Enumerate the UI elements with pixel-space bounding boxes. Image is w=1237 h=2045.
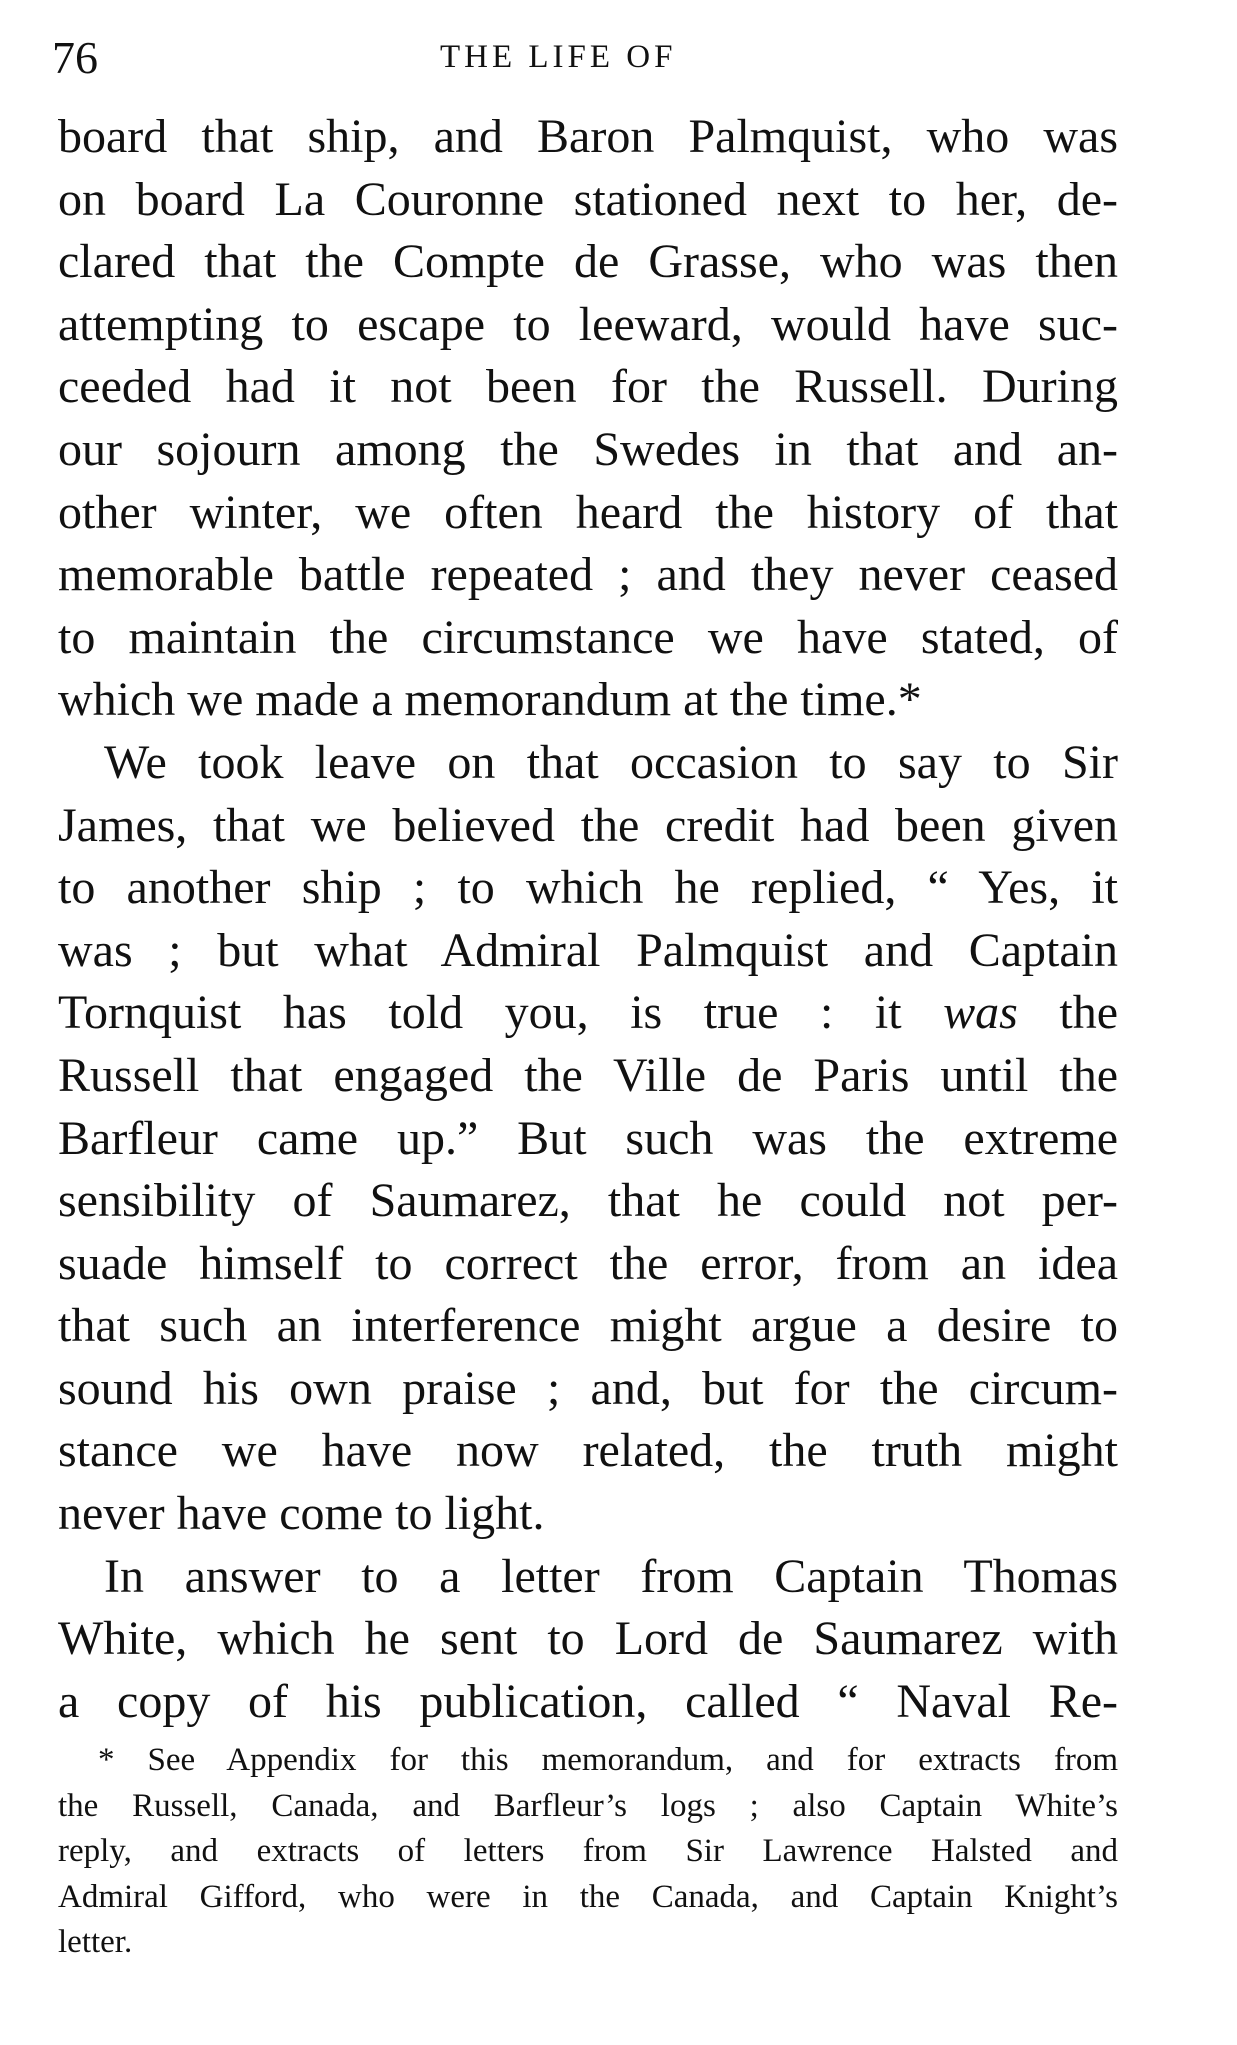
page-number: 76: [52, 32, 98, 83]
text-line: Barfleur came up.” But such was the extreme: [58, 1111, 1118, 1165]
text-line: on board La Couronne stationed next to her, de-: [58, 172, 1118, 226]
text-line: which we made a memorandum at the time.*: [58, 673, 922, 727]
footnote-line: Admiral Gifford, who were in the Canada, and Captain Knight’s: [58, 1878, 1118, 1915]
text-line: our sojourn among the Swedes in that and an-: [58, 422, 1118, 476]
text-line: James, that we believed the credit had been given: [58, 798, 1118, 852]
text-line: board that ship, and Baron Palmquist, who was: [58, 110, 1118, 163]
text-line: Russell that engaged the Ville de Paris until the: [58, 1048, 1118, 1102]
text-segment: Tornquist has told you, is true : it: [58, 986, 944, 1040]
italic-emphasis: was: [943, 986, 1018, 1040]
paragraph-1: [58, 106, 1118, 732]
footnote: [58, 1738, 1118, 1966]
text-line: to another ship ; to which he replied, “ Yes, it: [58, 861, 1118, 915]
body-text: [58, 106, 1118, 1733]
text-line: never have come to light.: [58, 1487, 545, 1541]
footnote-line: the Russell, Canada, and Barfleur’s logs ; also Captain White’s: [58, 1787, 1118, 1824]
text-line: In answer to a letter from Captain Thomas: [104, 1549, 1118, 1603]
text-line: a copy of his publication, called “ Naval Re-: [58, 1674, 1118, 1728]
text-segment: the: [1017, 986, 1119, 1040]
text-line: attempting to escape to leeward, would have suc-: [58, 297, 1118, 351]
footnote-line: reply, and extracts of letters from Sir Lawrence Halsted and: [58, 1833, 1118, 1869]
paragraph-3: [58, 1546, 1118, 1734]
text-line: We took leave on that occasion to say to Sir: [104, 735, 1118, 789]
text-line: suade himself to correct the error, from an idea: [58, 1236, 1118, 1290]
paragraph-2: [58, 732, 1118, 1546]
text-line-with-emphasis: [58, 982, 1118, 1045]
text-line: memorable battle repeated ; and they never ceased: [58, 548, 1118, 602]
text-line: White, which he sent to Lord de Saumarez with: [58, 1612, 1118, 1666]
text-line: sensibility of Saumarez, that he could not per-: [58, 1174, 1118, 1228]
text-line: stance we have now related, the truth might: [58, 1424, 1118, 1478]
text-line: clared that the Compte de Grasse, who was then: [58, 235, 1118, 289]
running-head: THE LIFE OF: [440, 39, 677, 75]
text-line: was ; but what Admiral Palmquist and Captain: [58, 923, 1118, 977]
footnote-line: letter.: [58, 1924, 133, 1960]
text-line: sound his own praise ; and, but for the circum-: [58, 1361, 1118, 1415]
footnote-line: * See Appendix for this memorandum, and for extracts from: [98, 1742, 1118, 1778]
text-line: to maintain the circumstance we have stated, of: [58, 610, 1118, 664]
text-line: ceeded had it not been for the Russell. During: [58, 360, 1118, 414]
text-line: that such an interference might argue a desire to: [58, 1299, 1118, 1353]
text-line: other winter, we often heard the history of that: [58, 485, 1118, 539]
